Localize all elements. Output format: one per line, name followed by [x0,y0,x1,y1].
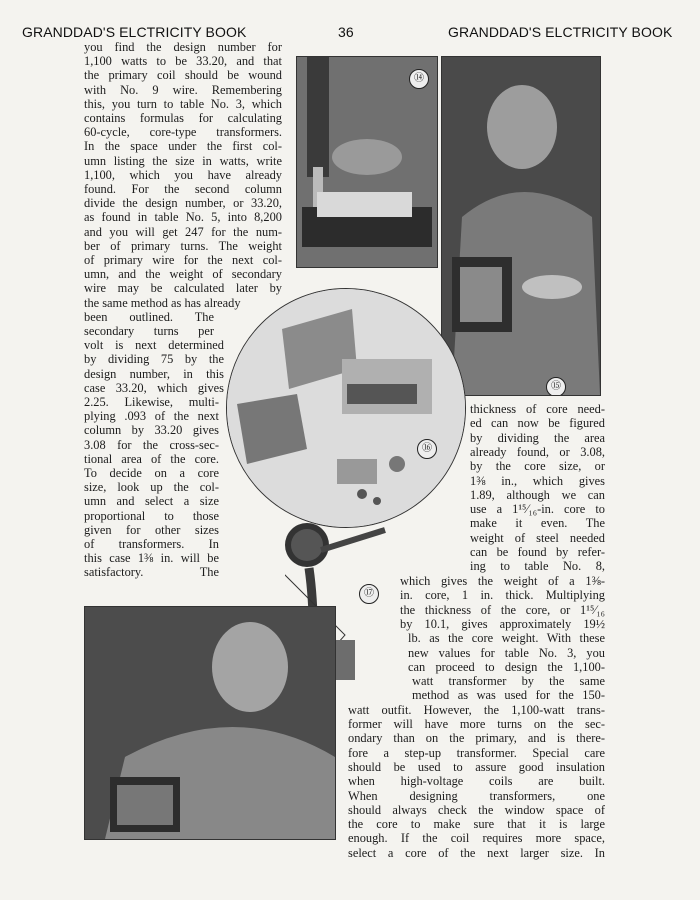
text-line: by 10.1, gives approximately 19½ [400,617,605,631]
text-line: of transformers. In [84,538,219,551]
text-line: lb. as the core weight. With these [408,632,605,646]
text-line: as found in table No. 5, into 8,200 [84,211,282,225]
text-line: size, look up the col- [84,481,219,495]
text-line: the primary coil should be wound [84,69,282,83]
text-line: by dividing 75 by the [84,353,224,367]
text-line: make it even. The [470,517,605,531]
text-line: this case 1⅜ in. will be [84,552,219,566]
text-line: In the space under the first col- [84,140,282,154]
text-line: can proceed to design the 1,100- [408,660,605,674]
figure-15-photo [441,56,601,396]
text-line: by dividing the area [470,431,605,445]
bottom-left-photo [84,606,336,840]
text-line: 2.25. Likewise, multi- [84,396,219,409]
text-line: can be found by refer- [470,546,605,559]
text-line: design number, in this [84,367,224,381]
figure-17-number: ⑰ [359,584,379,604]
page-number: 36 [338,24,354,40]
text-line: 3.08 for the cross-sec- [84,438,219,452]
text-line: plying .093 of the next [84,410,219,424]
text-line: column by 33.20 gives [84,424,219,438]
text-line: this, you turn to table No. 3, which [84,97,282,111]
figure-15-number: ⑮ [546,377,566,396]
text-line: which gives the weight of a 1⅜- [400,575,605,588]
text-line: given for other sizes [84,523,219,537]
text-line: umn and select a size [84,495,219,509]
text-line: you find the design number for [84,41,282,54]
text-line: should be used to assure good insulation [348,760,605,774]
text-line: the same method as has already [84,296,241,310]
text-line: should always check the window space of [348,803,605,817]
text-line: contains formulas for calculating [84,112,282,125]
text-line: enough. If the coil requires more space, [348,832,605,846]
text-line: ed can now be figured [470,417,605,431]
text-line: ber of primary turns. The weight [84,239,282,253]
text-line: been outlined. The [84,310,214,324]
text-line: To decide on a core [84,467,219,480]
text-line: select a core of the next larger size. In [348,846,605,860]
text-line: volt is next determined [84,339,224,353]
text-line: found. For the second column [84,183,282,196]
man-soldering-illustration [85,607,335,839]
text-line: 1⅜ in., which gives [470,474,605,488]
text-line: umn, and the weight of secondary [84,268,282,282]
text-line: case 33.20, which gives [84,381,224,395]
text-line: of primary wire for the next col- [84,254,282,267]
text-line: watt outfit. However, the 1,100-watt trans- [348,703,605,717]
text-line: 1,100 watts to be 33.20, and that [84,55,282,69]
text-line: the core to make sure that it is large [348,818,605,832]
text-line: with No. 9 wire. Remembering [84,83,282,97]
figure-16-illustration [226,288,466,528]
text-line: use a 1¹⁵⁄₁₆-in. core to [470,503,605,517]
text-line: When designing transformers, one [348,789,605,803]
text-line: satisfactory. The [84,566,219,580]
text-line: already found, or 3.08, [470,445,605,459]
text-line: tional area of the core. [84,452,219,466]
text-line: former will have more turns on the sec- [348,718,605,731]
figure-16-number: ⑯ [417,439,437,459]
text-line: thickness of core need- [470,403,605,416]
text-line: by the core size, or [470,460,605,474]
text-line: watt transformer by the same [412,675,605,689]
text-line: divide the design number, or 33.20, [84,197,282,211]
text-line: new values for table No. 3, you [408,646,605,660]
text-line: secondary turns per [84,325,214,338]
text-line: ing to table No. 8, [470,560,605,574]
text-line: 1,100, which you have already [84,168,282,182]
text-line: the thickness of the core, or 1¹⁵⁄₁₆ [400,603,605,617]
text-line: 60-cycle, core-type transformers. [84,126,282,140]
running-header-right: GRANDDAD'S ELCTRICITY BOOK [448,24,673,40]
man-with-transformer-illustration [442,57,600,395]
text-line: and you will get 247 for the num- [84,225,282,239]
text-line: when high-voltage coils are built. [348,775,605,789]
text-line: ondary than on the primary, and is there- [348,732,605,746]
text-line: method as was used for the 150- [412,689,605,703]
text-line: wire may be calculated later by [84,282,282,296]
text-line: fore a step-up transformer. Special care [348,746,605,760]
text-line: weight of steel needed [470,531,605,545]
figure-14-number: ⑭ [409,69,429,89]
text-line: 1.89, although we can [470,488,605,502]
transformer-parts-illustration [227,289,465,527]
figure-14-photo [296,56,438,268]
text-line: in. core, 1 in. thick. Multiplying [400,589,605,603]
running-header-left: GRANDDAD'S ELCTRICITY BOOK [22,24,247,40]
text-line: proportional to those [84,509,219,523]
text-line: umn listing the size in watts, write [84,154,282,168]
